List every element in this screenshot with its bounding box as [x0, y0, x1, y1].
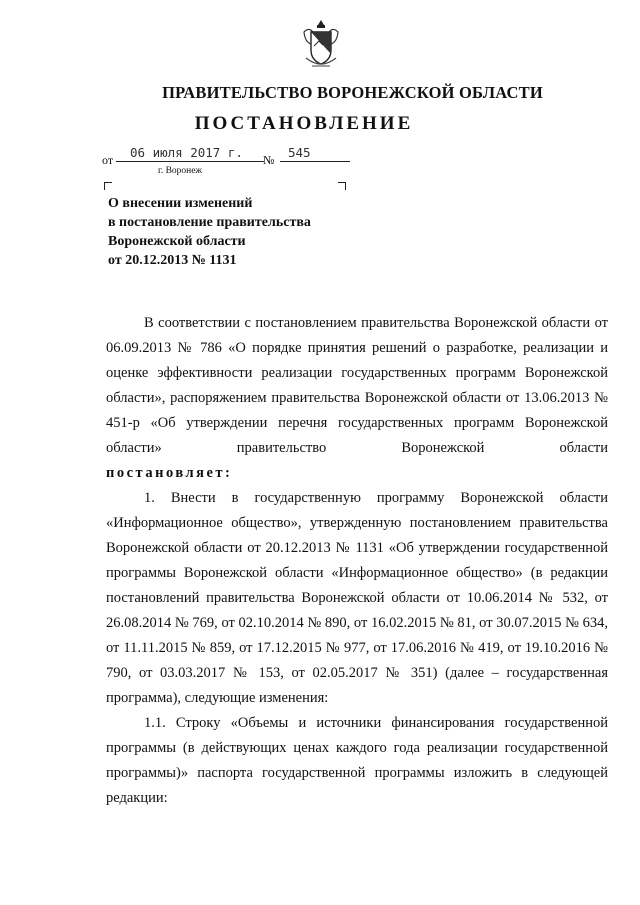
clause-1-paragraph: 1. Внести в государственную программу Воронежской области «Информационное общество», утвержденную постановлением правительства Воронежской области от 20.12.2013 № 1131 «Об утверждении государственной программы Воронежской области «Информационное общество» (в редакции постановлений правительства Воронежской области от 10.06.2014 № 532, от 26.08.2014 № 769, от 02.10.2014 № 890, от 16.02.2015 № 81, от 30.07.2015 № 634, от 11.11.2015 № 859, от 17.12.2015 № 977, от 17.06.2016 № 419, от 19.10.2016 № 790, от 03.03.2017 № 153, от 02.05.2017 № 351) (далее – государственная программа), следующие изменения: — [106, 490, 608, 706]
decree-label: постановляет: — [106, 465, 233, 481]
subject-block — [108, 194, 311, 270]
decree-word — [106, 461, 608, 486]
subject-line: в постановление правительства — [108, 215, 311, 230]
document-number: 545 — [288, 145, 311, 160]
number-underline — [280, 161, 350, 162]
coat-of-arms-emblem — [298, 18, 344, 74]
number-sign: № — [263, 153, 275, 167]
subject-corner-right — [338, 182, 346, 190]
subject-line: от 20.12.2013 № 1131 — [108, 253, 237, 268]
document-type-title: ПОСТАНОВЛЕНИЕ — [194, 113, 414, 134]
city-label: г. Воронеж — [158, 166, 203, 176]
government-title: ПРАВИТЕЛЬСТВО ВОРОНЕЖСКОЙ ОБЛАСТИ — [162, 83, 543, 102]
subject-line: Воронежской области — [108, 234, 246, 249]
preamble-paragraph: В соответствии с постановлением правительства Воронежской области от 06.09.2013 № 786 «О порядке принятия решений о разработке, реализации и оценке эффективности реализации государственных программ Воронежской области», распоряжением правительства Воронежской области от 13.06.2013 № 451-р «Об утверждении перечня государственных программ Воронежской области» правительство Воронежской области — [106, 315, 608, 456]
subject-line: О внесении изменений — [108, 196, 253, 211]
date-underline — [116, 161, 264, 162]
subject-corner-left — [104, 182, 112, 190]
clause-1-1-paragraph: 1.1. Строку «Объемы и источники финансирования государственной программы (в действующих ценах каждого года реализации государственной программы)» паспорта государственной программы изложить в следующей редакции: — [106, 715, 608, 806]
document-date: 06 июля 2017 г. — [130, 145, 243, 160]
date-prefix: от — [102, 153, 114, 167]
document-body — [106, 311, 608, 811]
